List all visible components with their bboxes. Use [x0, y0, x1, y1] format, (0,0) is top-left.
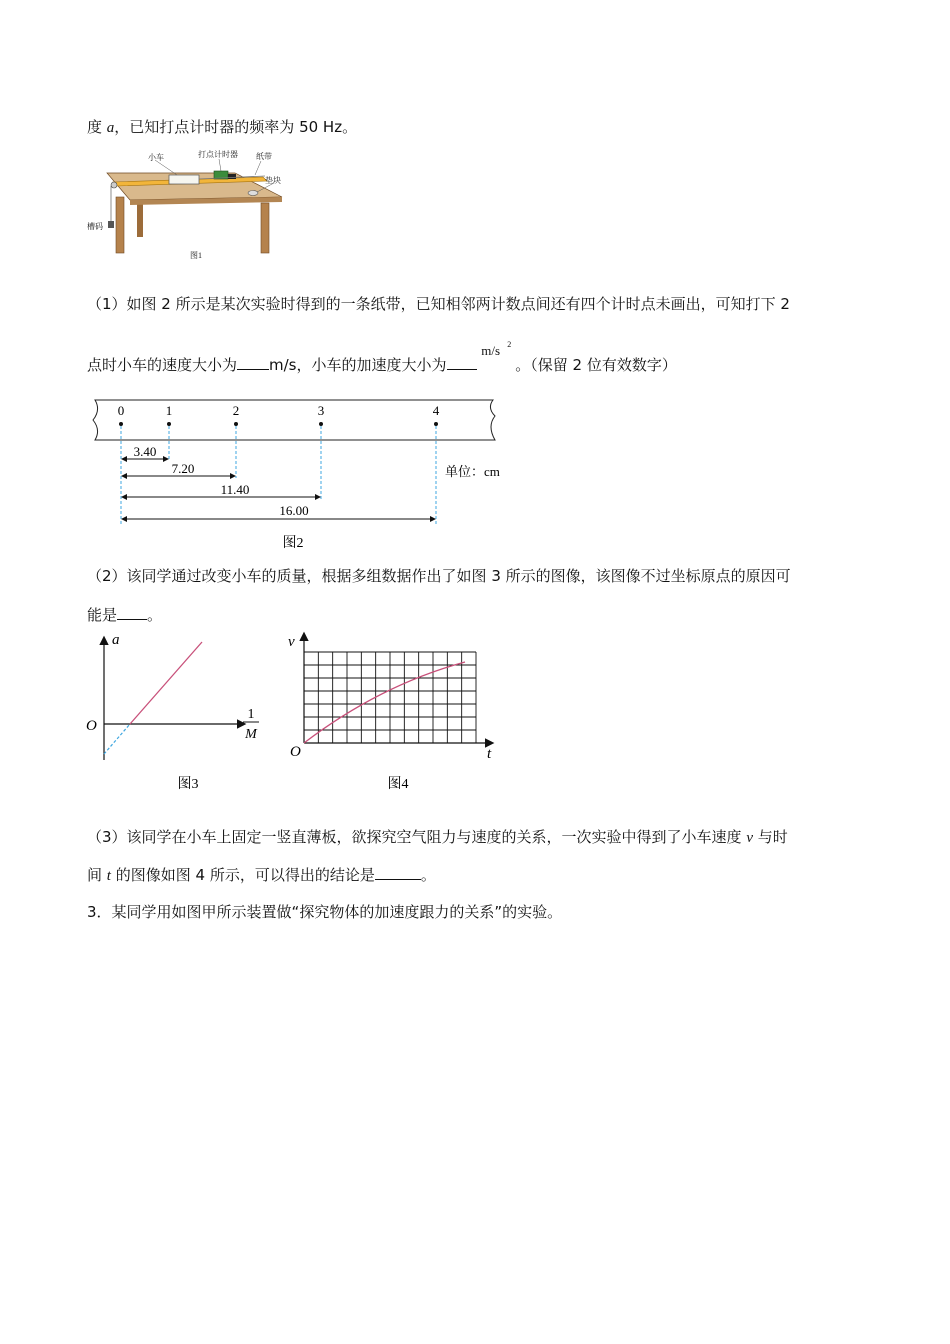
var-t: t [106, 868, 111, 884]
q1-line1: （1）如图 2 所示是某次实验时得到的一条纸带，已知相邻两计数点间还有四个计时点未画出，可知打下 2 [87, 295, 790, 313]
var-v: v [746, 830, 754, 846]
q3-line1: （3）该同学在小车上固定一竖直薄板，欲探究空气阻力与速度的关系，一次实验中得到了小车速度 v 与时 [87, 828, 788, 846]
fig4-y-label: v [288, 634, 295, 650]
acceleration-unit: m/s 2 [481, 340, 512, 358]
answer-blank-velocity[interactable] [237, 353, 269, 370]
q2-line1: （2）该同学通过改变小车的质量，根据多组数据作出了如图 3 所示的图像，该图像不过坐标原点的原因可 [87, 567, 791, 585]
tape-point-1: 1 [165, 403, 173, 418]
tape-point-4: 4 [432, 403, 440, 418]
tape-point-3: 3 [317, 403, 325, 418]
label-tape: 纸带 [256, 152, 272, 161]
figure-1-caption: 图1 [190, 251, 202, 260]
figure-3-graph [80, 630, 270, 795]
figure-1-apparatus [85, 145, 300, 265]
label-cart: 小车 [148, 153, 164, 162]
label-weight: 槽码 [87, 222, 103, 231]
figure-4-caption: 图4 [387, 777, 409, 792]
label-block: 垫块 [265, 176, 281, 185]
var-a: a [106, 120, 115, 136]
answer-blank-acceleration[interactable] [447, 353, 477, 370]
fig3-x-denominator: M [245, 727, 257, 742]
q3-line2: 间 t 的图像如图 4 所示，可以得出的结论是 。 [87, 863, 436, 887]
distance-0-2: 7.20 [171, 461, 195, 476]
figure-4-graph [280, 630, 500, 795]
next-question: 3．某同学用如图甲所示装置做“探究物体的加速度跟力的关系”的实验。 [87, 903, 563, 921]
fig4-x-label: t [487, 746, 492, 762]
label-timer: 打点计时器 [198, 150, 238, 159]
distance-0-3: 11.40 [220, 482, 250, 497]
fig3-y-label: a [112, 632, 120, 648]
fig3-origin: O [86, 718, 97, 734]
q1-line2: 点时小车的速度大小为 m/s，小车的加速度大小为 m/s 2 。（保留 2 位有效数字） [87, 340, 677, 374]
figure-3-caption: 图3 [177, 777, 199, 792]
tape-point-0: 0 [117, 403, 125, 418]
intro-line: 度 a，已知打点计时器的频率为 50 Hz。 [87, 118, 358, 136]
figure-2-caption: 图2 [282, 536, 304, 551]
answer-blank-conclusion[interactable] [375, 863, 421, 880]
answer-blank-reason[interactable] [117, 603, 147, 620]
distance-0-1: 3.40 [133, 444, 157, 459]
unit-label: 单位：cm [445, 464, 500, 479]
distance-0-4: 16.00 [279, 503, 309, 518]
q2-line2: 能是 。 [87, 603, 162, 626]
figure-2-tape [85, 396, 515, 556]
tape-point-2: 2 [232, 403, 240, 418]
fig3-x-numerator: 1 [247, 707, 255, 722]
fig4-origin: O [290, 744, 301, 760]
